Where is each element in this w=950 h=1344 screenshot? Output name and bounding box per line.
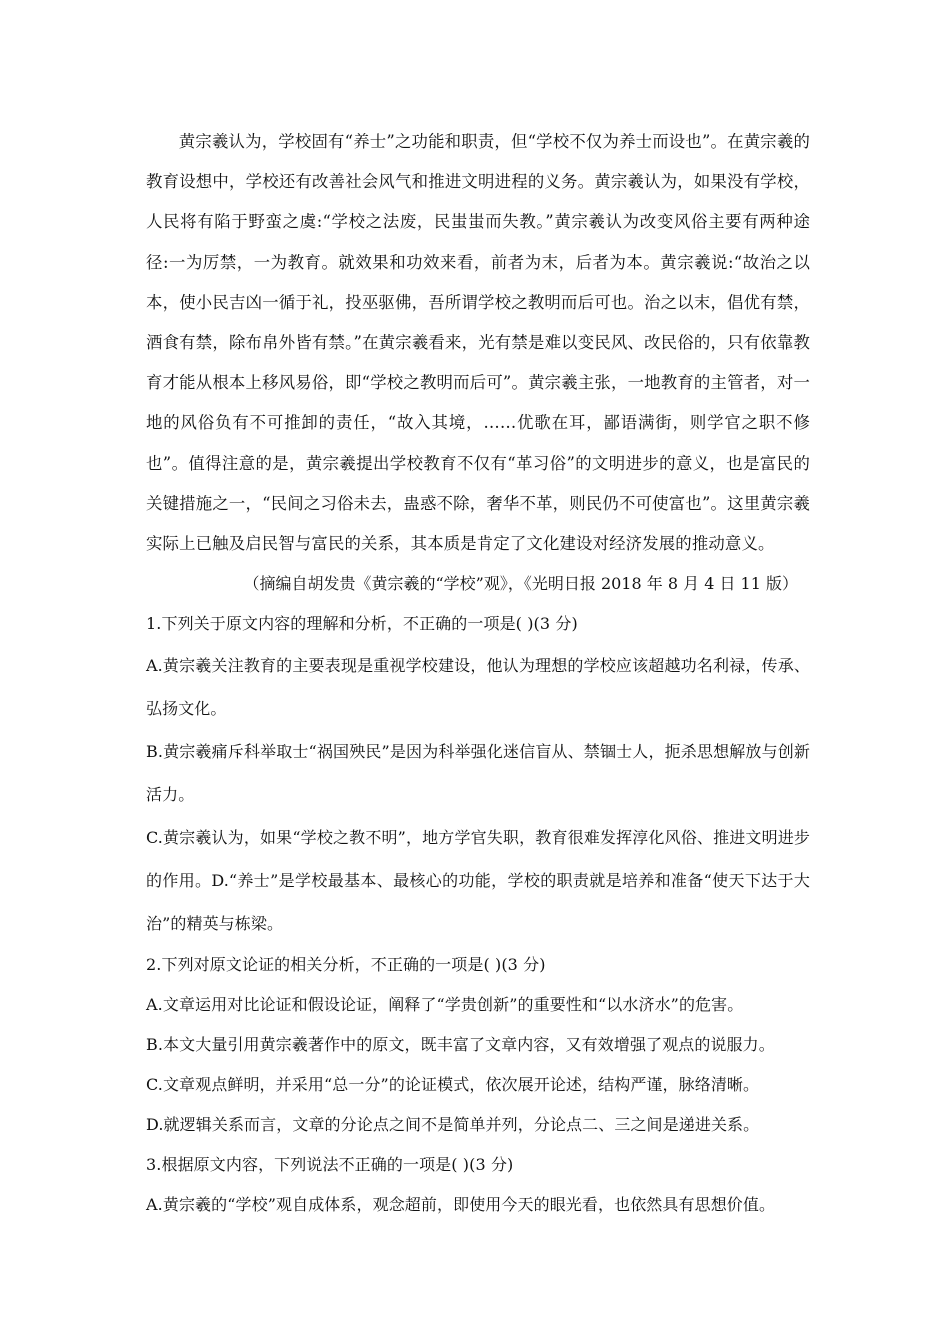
question-3 — [146, 1145, 810, 1225]
option-c-d: C.黄宗羲认为，如果“学校之教不明”，地方学官失职，教育很难发挥淳化风俗、推进文明进步的作用。D.“养士”是学校最基本、最核心的功能，学校的职责就是培养和准备“使天下达于大治”的精英与栋梁。 — [146, 828, 810, 934]
question-stem: 1.下列关于原文内容的理解和分析，不正确的一项是( )(3 分) — [146, 614, 578, 634]
option-c: C.文章观点鲜明，并采用“总一分”的论证模式，依次展开论述，结构严谨，脉络清晰。 — [146, 1075, 760, 1095]
option-b: B.本文大量引用黄宗羲著作中的原文，既丰富了文章内容，又有效增强了观点的说服力。 — [146, 1035, 775, 1055]
passage-paragraph: 黄宗羲认为，学校固有“养士”之功能和职责，但“学校不仅为养士而设也”。在黄宗羲的教育设想中，学校还有改善社会风气和推进文明进程的义务。黄宗羲认为，如果没有学校，人民将有陷于野蛮之虞:“学校之法废，民蚩蚩而失教。”黄宗羲认为改变风俗主要有两种途径:一为厉禁，一为教育。就效果和功效来看，前者为末，后者为本。黄宗羲说:“故治之以本，使小民吉凶一循于礼，投巫驱佛，吾所谓学校之教明而后可也。治之以末，倡优有禁，酒食有禁，除布帛外皆有禁。”在黄宗羲看来，光有禁是难以变民风、改民俗的，只有依靠教育才能从根本上移风易俗，即“学校之教明而后可”。黄宗羲主张，一地教育的主管者，对一地的风俗负有不可推卸的责任，“故入其境，……优歌在耳，鄙语满街，则学官之职不修也”。值得注意的是，黄宗羲提出学校教育不仅有“革习俗”的文明进步的意义，也是富民的关键措施之一，“民间之习俗未去，蛊惑不除，奢华不革，则民仍不可使富也”。这里黄宗羲实际上已触及启民智与富民的关系，其本质是肯定了文化建设对经济发展的推动意义。 — [146, 132, 810, 554]
option-a: A.黄宗羲的“学校”观自成体系，观念超前，即使用今天的眼光看，也依然具有思想价值。 — [146, 1195, 776, 1215]
question-1 — [146, 604, 810, 945]
document-content — [146, 122, 810, 1225]
passage-source: （摘编自胡发贵《黄宗羲的“学校”观》，《光明日报 2018 年 8 月 4 日 11 版） — [243, 574, 798, 594]
question-stem: 2.下列对原文论证的相关分析，不正确的一项是( )(3 分) — [146, 955, 546, 975]
option-a: A.文章运用对比论证和假设论证，阐释了“学贵创新”的重要性和“以水济水”的危害。 — [146, 995, 744, 1015]
option-d: D.就逻辑关系而言，文章的分论点之间不是简单并列，分论点二、三之间是递进关系。 — [146, 1115, 760, 1135]
option-a: A.黄宗羲关注教育的主要表现是重视学校建设，他认为理想的学校应该超越功名利禄，传承、弘扬文化。 — [146, 656, 810, 719]
option-b: B.黄宗羲痛斥科举取士“祸国殃民”是因为科举强化迷信盲从、禁锢士人，扼杀思想解放与创新活力。 — [146, 742, 810, 805]
question-2 — [146, 945, 810, 1145]
question-stem: 3.根据原文内容，下列说法不正确的一项是( )(3 分) — [146, 1155, 514, 1175]
